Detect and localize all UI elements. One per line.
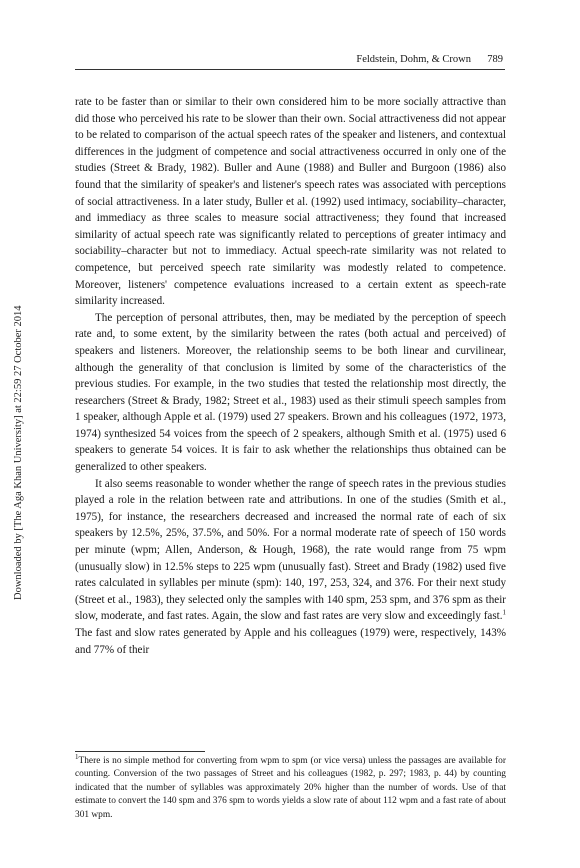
footnote-divider xyxy=(75,751,205,752)
paragraph-3-tail: The fast and slow rates generated by Apple and his colleagues (1979) were, respectively, 143% and 77% of their xyxy=(75,627,506,656)
paragraph-3 xyxy=(75,476,506,659)
footnote-marker: 1 xyxy=(75,752,79,761)
footnote-reference: 1 xyxy=(502,608,506,617)
footnote xyxy=(75,752,506,822)
body-text xyxy=(75,94,506,658)
paragraph-3-text: It also seems reasonable to wonder whether the range of speech rates in the previous studies played a role in the relation between rate and attributions. In one of the studies (Smith et al., 1975), for instance, the researchers decreased and increased the normal rate of each of six speakers by 12.5%, 25%, 37.5%, and 50%. For a normal moderate rate of speech of 150 words per minute (wpm; Allen, Anderson, & Hough, 1968), the rate would range from 75 wpm (unusually slow) in 12.5% steps to 225 wpm (unusually fast). Street and Brady (1982) used five rates calculated in syllables per minute (spm): 140, 197, 253, 324, and 376. For their next study (Street et al., 1983), they selected only the samples with 140 spm, 253 spm, and 376 spm as their slow, moderate, and fast rates. Again, the slow and fast rates are very slow and exceedingly fast. xyxy=(75,477,506,623)
footnote-text: There is no simple method for converting from wpm to spm (or vice versa) unless the passages are available for counting. Conversion of the two passages of Street and his colleagues (1982, p. 297; 1983, p. 44) by counting indicated that the number of syllables was approximately 20% higher than the number of words. Use of that estimate to convert the 140 spm and 376 spm to words yields a slow rate of about 112 wpm and a fast rate of about 301 wpm. xyxy=(75,756,506,820)
download-watermark: Downloaded by [The Aga Khan University] at 22:59 27 October 2014 xyxy=(13,305,24,600)
paragraph-1: rate to be faster than or similar to their own considered him to be more socially attractive than did those who perceived his rate to be slower than their own. Social attractiveness did not appear to be related to comparison of the actual speech rates of the speaker and listeners, and contextual differences in the judgment of competence and social attractiveness occurred in only one of the studies (Street & Brady, 1982). Buller and Aune (1988) and Buller and Burgoon (1986) also found that the similarity of speaker's and listener's speech rates was associated with perceptions of social attractiveness. In a later study, Buller et al. (1992) used intimacy, sociability–character, and immediacy as three scales to measure social attractiveness; they found that increased similarity of actual speech rate was significantly related to perceptions of greater intimacy and sociability–character but not to immediacy. Actual speech-rate similarity was not related to competence, but perceived speech rate similarity was modestly related to competence. Moreover, listeners' competence evaluations increased to a certain extent as speech-rate similarity increased. xyxy=(75,96,506,308)
running-header xyxy=(75,53,505,70)
paragraph-2: The perception of personal attributes, then, may be mediated by the perception of speech rate and, to some extent, by the similarity between the rates (both actual and perceived) of speakers and listeners. Moreover, the relationship seems to be both linear and curvilinear, although the generality of that conclusion is limited by some of the characteristics of the previous studies. For example, in the two studies that tested the relationship most directly, the researchers (Street & Brady, 1982; Street et al., 1983) used as their stimuli speech samples from 1 speaker, although Apple et al. (1979) used 27 speakers. Brown and his colleagues (1972, 1973, 1974) synthesized 54 voices from the speech of 2 speakers, although Smith et al. (1975) used 6 speakers to generate 54 voices. It is fair to ask whether the relationships thus obtained can be generalized to other speakers. xyxy=(75,311,506,474)
page-number: 789 xyxy=(487,54,503,65)
running-header-authors: Feldstein, Dohm, & Crown xyxy=(356,54,471,65)
